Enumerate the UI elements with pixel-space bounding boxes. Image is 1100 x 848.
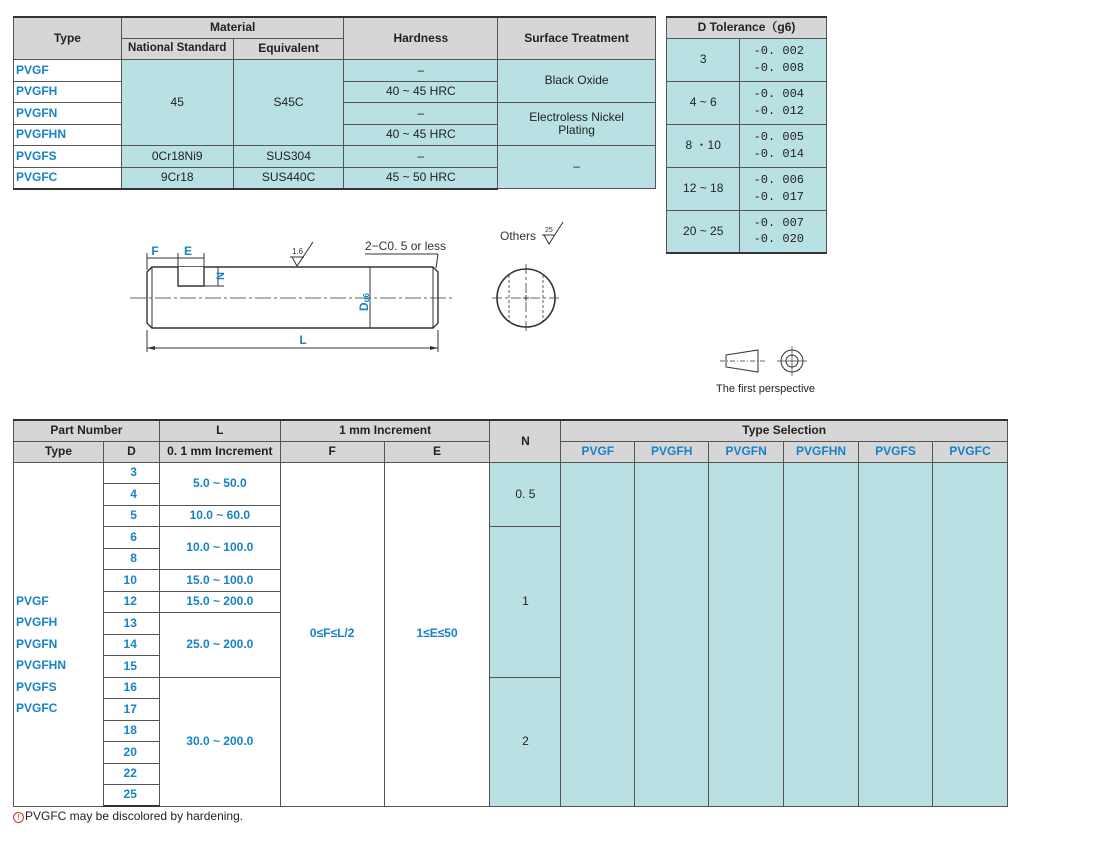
d-cell: 18 xyxy=(103,720,159,742)
d-cell: 25 xyxy=(103,785,159,807)
type-selection-cell[interactable] xyxy=(859,462,933,806)
type-selection-pvgfn: PVGFN xyxy=(709,441,784,462)
national-standard-cell: 45 xyxy=(121,60,233,146)
chamfer-note: 2−C0. 5 or less xyxy=(365,239,447,253)
e-header: E xyxy=(384,441,490,462)
national-standard-header: National Standard xyxy=(121,38,233,60)
d-cell: 13 xyxy=(103,613,159,635)
label-n: N xyxy=(215,272,227,280)
l-range-cell: 5.0 ~ 50.0 xyxy=(159,462,280,505)
type-selection-header: Type Selection xyxy=(561,420,1008,441)
f-range-cell: 0≤F≤L/2 xyxy=(280,462,384,806)
d-cell: 20 xyxy=(103,742,159,764)
l-range-cell: 10.0 ~ 100.0 xyxy=(159,527,280,570)
hardness-cell: – xyxy=(344,146,498,168)
label-d: Dg6 xyxy=(357,292,371,312)
tolerance-value-cell xyxy=(740,124,827,167)
d-cell: 17 xyxy=(103,699,159,721)
d-cell: 6 xyxy=(103,527,159,549)
first-perspective-icon xyxy=(714,340,824,380)
tolerance-d-cell: 8 ・10 xyxy=(667,124,740,167)
d-cell: 16 xyxy=(103,677,159,699)
surface-treatment-cell: Electroless Nickel Plating xyxy=(498,103,656,146)
equivalent-cell: SUS304 xyxy=(233,146,344,168)
national-standard-cell: 0Cr18Ni9 xyxy=(121,146,233,168)
tolerance-upper: -0. 006 xyxy=(753,173,804,188)
d-cell: 5 xyxy=(103,505,159,527)
tolerance-lower: -0. 012 xyxy=(753,103,804,118)
d-cell: 3 xyxy=(103,462,159,484)
type-item: PVGFH xyxy=(16,615,58,629)
tolerance-upper: -0. 007 xyxy=(753,216,804,231)
e-range-cell: 1≤E≤50 xyxy=(384,462,490,806)
tolerance-value-cell xyxy=(740,38,827,81)
material-header: Material xyxy=(121,17,344,38)
type-cell: PVGF xyxy=(14,60,122,82)
type-item: PVGF xyxy=(16,593,49,608)
type-item: PVGFS xyxy=(16,679,57,694)
equivalent-header: Equivalent xyxy=(233,38,344,60)
groove xyxy=(178,267,204,286)
material-table xyxy=(13,16,656,190)
type-item: PVGFN xyxy=(16,636,58,651)
d-cell: 22 xyxy=(103,763,159,785)
tolerance-d-cell: 3 xyxy=(667,38,740,81)
tolerance-upper: -0. 004 xyxy=(753,87,804,102)
label-l: L xyxy=(299,333,307,347)
tolerance-lower: -0. 020 xyxy=(753,232,804,247)
type-selection-cell[interactable] xyxy=(932,462,1007,806)
hardness-cell: 45 ~ 50 HRC xyxy=(344,167,498,189)
hardness-header: Hardness xyxy=(344,17,498,60)
mm-increment-header: 1 mm Increment xyxy=(280,420,490,441)
tolerance-d-cell: 12 ~ 18 xyxy=(667,167,740,210)
pin-drawing xyxy=(120,210,590,360)
tolerance-lower: -0. 008 xyxy=(753,60,804,75)
type-selection-cell[interactable] xyxy=(784,462,859,806)
warning-circle-icon: ! xyxy=(13,812,24,823)
tolerance-d-cell: 20 ~ 25 xyxy=(667,210,740,253)
part-number-table xyxy=(13,419,1008,807)
d-cell: 8 xyxy=(103,548,159,570)
roughness-value: 1.6 xyxy=(292,247,304,256)
type-selection-pvgfc: PVGFC xyxy=(932,441,1007,462)
type-selection-pvgfs: PVGFS xyxy=(859,441,933,462)
type-cell: PVGFN xyxy=(14,103,122,125)
surface-treatment-header: Surface Treatment xyxy=(498,17,656,60)
l-range-cell: 10.0 ~ 60.0 xyxy=(159,505,280,527)
hardness-cell: – xyxy=(344,103,498,125)
hardness-cell: – xyxy=(344,60,498,82)
hardness-cell: 40 ~ 45 HRC xyxy=(344,124,498,146)
equivalent-cell: S45C xyxy=(233,60,344,146)
d-cell: 12 xyxy=(103,591,159,613)
tolerance-value-cell xyxy=(740,210,827,253)
l-header: L xyxy=(159,420,280,441)
l-range-cell: 25.0 ~ 200.0 xyxy=(159,613,280,678)
type-item: PVGFC xyxy=(16,701,58,715)
d-header: D xyxy=(103,441,159,462)
type-selection-cell[interactable] xyxy=(561,462,635,806)
tolerance-upper: -0. 002 xyxy=(753,44,804,59)
perspective-label: The first perspective xyxy=(716,383,816,395)
tolerance-value-cell xyxy=(740,81,827,124)
type-cell: PVGFHN xyxy=(14,124,122,146)
type-list-cell xyxy=(14,462,104,806)
surface-treatment-cell: Black Oxide xyxy=(498,60,656,103)
type-cell: PVGFH xyxy=(14,81,122,103)
type-header: Type xyxy=(14,17,122,60)
n-cell: 2 xyxy=(490,677,561,806)
tolerance-upper: -0. 005 xyxy=(753,130,804,145)
discoloration-note xyxy=(13,809,243,823)
type-header: Type xyxy=(14,441,104,462)
type-selection-pvgfhn: PVGFHN xyxy=(784,441,859,462)
type-cell: PVGFS xyxy=(14,146,122,168)
type-selection-pvgf: PVGF xyxy=(561,441,635,462)
hardness-cell: 40 ~ 45 HRC xyxy=(344,81,498,103)
tolerance-table xyxy=(666,16,827,254)
l-range-cell: 30.0 ~ 200.0 xyxy=(159,677,280,806)
type-selection-cell[interactable] xyxy=(635,462,709,806)
n-header: N xyxy=(490,420,561,462)
d-cell: 14 xyxy=(103,634,159,656)
l-range-cell: 15.0 ~ 100.0 xyxy=(159,570,280,592)
type-cell: PVGFC xyxy=(14,167,122,189)
type-item: PVGFHN xyxy=(16,658,67,672)
tolerance-d-cell: 4 ~ 6 xyxy=(667,81,740,124)
type-selection-cell[interactable] xyxy=(709,462,784,806)
equivalent-cell: SUS440C xyxy=(233,167,344,189)
tolerance-lower: -0. 014 xyxy=(753,146,804,161)
tolerance-header: D Tolerance（g6) xyxy=(667,17,827,38)
tolerance-value-cell xyxy=(740,167,827,210)
d-cell: 15 xyxy=(103,656,159,678)
note-text: PVGFC may be discolored by hardening. xyxy=(25,809,244,823)
others-roughness-value: 25 xyxy=(545,227,553,234)
national-standard-cell: 9Cr18 xyxy=(121,167,233,189)
others-label: Others xyxy=(500,229,537,243)
surface-treatment-cell: – xyxy=(498,146,656,189)
type-selection-pvgfh: PVGFH xyxy=(635,441,709,462)
tolerance-lower: -0. 017 xyxy=(753,189,804,204)
l-increment-header: 0. 1 mm Increment xyxy=(159,441,280,462)
n-cell: 0. 5 xyxy=(490,462,561,527)
label-f: F xyxy=(151,244,159,258)
part-number-header: Part Number xyxy=(14,420,160,441)
label-e: E xyxy=(183,244,193,258)
n-cell: 1 xyxy=(490,527,561,678)
d-cell: 10 xyxy=(103,570,159,592)
d-cell: 4 xyxy=(103,484,159,506)
l-range-cell: 15.0 ~ 200.0 xyxy=(159,591,280,613)
f-header: F xyxy=(280,441,384,462)
